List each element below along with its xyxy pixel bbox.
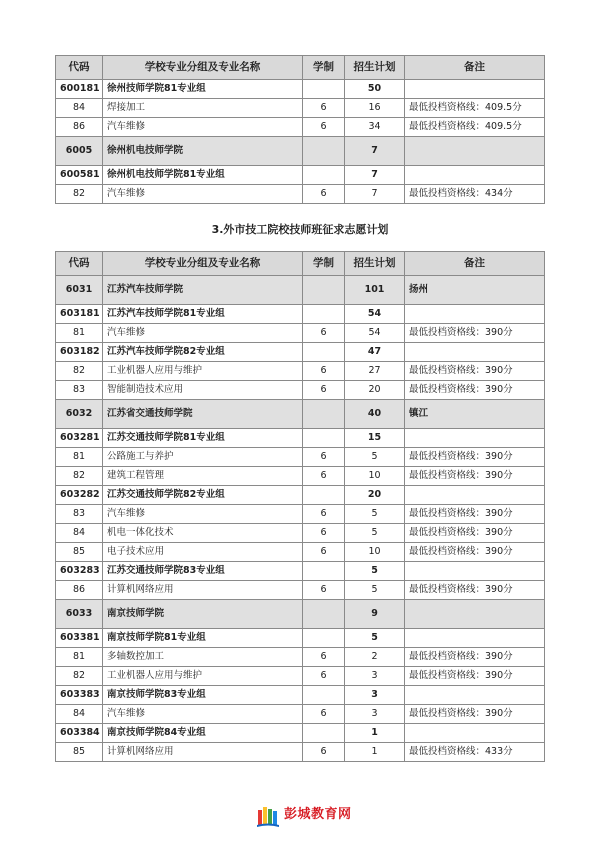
cell-note: 最低投档资格线：390分 bbox=[405, 467, 545, 486]
cell-note bbox=[405, 629, 545, 648]
school-row bbox=[56, 400, 545, 429]
cell-note bbox=[405, 686, 545, 705]
major-row bbox=[56, 467, 545, 486]
cell-note: 最低投档资格线：390分 bbox=[405, 667, 545, 686]
cell-note: 镇江 bbox=[405, 400, 545, 429]
cell-years: 6 bbox=[303, 467, 345, 486]
cell-name: 江苏交通技师学院83专业组 bbox=[103, 562, 303, 581]
group-row bbox=[56, 686, 545, 705]
cell-name: 南京技师学院83专业组 bbox=[103, 686, 303, 705]
cell-years bbox=[303, 600, 345, 629]
cell-years: 6 bbox=[303, 743, 345, 762]
group-row bbox=[56, 343, 545, 362]
cell-name: 多轴数控加工 bbox=[103, 648, 303, 667]
cell-note bbox=[405, 80, 545, 99]
cell-name: 汽车维修 bbox=[103, 185, 303, 204]
group-row bbox=[56, 80, 545, 99]
cell-code: 83 bbox=[56, 505, 103, 524]
major-row bbox=[56, 505, 545, 524]
cell-years: 6 bbox=[303, 324, 345, 343]
major-row bbox=[56, 448, 545, 467]
cell-years bbox=[303, 724, 345, 743]
cell-code: 603381 bbox=[56, 629, 103, 648]
cell-note: 最低投档资格线：390分 bbox=[405, 648, 545, 667]
header-plan: 招生计划 bbox=[345, 252, 405, 276]
cell-years: 6 bbox=[303, 667, 345, 686]
cell-plan: 5 bbox=[345, 629, 405, 648]
major-row bbox=[56, 581, 545, 600]
cell-name: 计算机网络应用 bbox=[103, 743, 303, 762]
cell-code: 81 bbox=[56, 648, 103, 667]
cell-plan: 5 bbox=[345, 581, 405, 600]
cell-code: 85 bbox=[56, 543, 103, 562]
cell-name: 江苏汽车技师学院81专业组 bbox=[103, 305, 303, 324]
cell-plan: 54 bbox=[345, 324, 405, 343]
logo-text: 彭城教育网 bbox=[284, 807, 352, 822]
cell-plan: 10 bbox=[345, 467, 405, 486]
cell-note: 最低投档资格线：390分 bbox=[405, 581, 545, 600]
major-row bbox=[56, 743, 545, 762]
cell-plan: 15 bbox=[345, 429, 405, 448]
cell-code: 600581 bbox=[56, 166, 103, 185]
cell-years: 6 bbox=[303, 524, 345, 543]
cell-name: 南京技师学院81专业组 bbox=[103, 629, 303, 648]
header-name: 学校专业分组及专业名称 bbox=[103, 56, 303, 80]
major-row bbox=[56, 648, 545, 667]
cell-plan: 3 bbox=[345, 667, 405, 686]
cell-note: 最低投档资格线：409.5分 bbox=[405, 99, 545, 118]
cell-plan: 47 bbox=[345, 343, 405, 362]
cell-note bbox=[405, 137, 545, 166]
cell-years: 6 bbox=[303, 448, 345, 467]
cell-plan: 5 bbox=[345, 524, 405, 543]
cell-plan: 2 bbox=[345, 648, 405, 667]
cell-note: 最低投档资格线：433分 bbox=[405, 743, 545, 762]
header-code: 代码 bbox=[56, 252, 103, 276]
header-note: 备注 bbox=[405, 252, 545, 276]
cell-note: 最低投档资格线：434分 bbox=[405, 185, 545, 204]
major-row bbox=[56, 381, 545, 400]
cell-years: 6 bbox=[303, 705, 345, 724]
cell-note: 最低投档资格线：390分 bbox=[405, 505, 545, 524]
cell-code: 603383 bbox=[56, 686, 103, 705]
cell-plan: 1 bbox=[345, 743, 405, 762]
cell-code: 600181 bbox=[56, 80, 103, 99]
cell-plan: 7 bbox=[345, 137, 405, 166]
major-row bbox=[56, 324, 545, 343]
cell-name: 建筑工程管理 bbox=[103, 467, 303, 486]
header-years: 学制 bbox=[303, 56, 345, 80]
header-years: 学制 bbox=[303, 252, 345, 276]
enrollment-table-2 bbox=[55, 251, 545, 762]
cell-plan: 7 bbox=[345, 185, 405, 204]
cell-name: 徐州机电技师学院81专业组 bbox=[103, 166, 303, 185]
major-row bbox=[56, 99, 545, 118]
cell-note bbox=[405, 562, 545, 581]
cell-years: 6 bbox=[303, 543, 345, 562]
cell-plan: 5 bbox=[345, 562, 405, 581]
cell-name: 江苏汽车技师学院82专业组 bbox=[103, 343, 303, 362]
school-row bbox=[56, 600, 545, 629]
cell-note bbox=[405, 429, 545, 448]
cell-note: 扬州 bbox=[405, 276, 545, 305]
cell-note: 最低投档资格线：390分 bbox=[405, 448, 545, 467]
cell-name: 江苏交通技师学院81专业组 bbox=[103, 429, 303, 448]
cell-name: 江苏省交通技师学院 bbox=[103, 400, 303, 429]
header-plan: 招生计划 bbox=[345, 56, 405, 80]
cell-years bbox=[303, 400, 345, 429]
cell-name: 焊接加工 bbox=[103, 99, 303, 118]
cell-code: 6031 bbox=[56, 276, 103, 305]
cell-code: 603384 bbox=[56, 724, 103, 743]
cell-plan: 1 bbox=[345, 724, 405, 743]
cell-plan: 50 bbox=[345, 80, 405, 99]
cell-note: 最低投档资格线：409.5分 bbox=[405, 118, 545, 137]
major-row bbox=[56, 705, 545, 724]
cell-plan: 20 bbox=[345, 486, 405, 505]
cell-name: 汽车维修 bbox=[103, 705, 303, 724]
cell-note: 最低投档资格线：390分 bbox=[405, 543, 545, 562]
cell-name: 汽车维修 bbox=[103, 118, 303, 137]
cell-code: 603283 bbox=[56, 562, 103, 581]
cell-plan: 54 bbox=[345, 305, 405, 324]
cell-note: 最低投档资格线：390分 bbox=[405, 705, 545, 724]
cell-name: 汽车维修 bbox=[103, 505, 303, 524]
cell-note bbox=[405, 305, 545, 324]
cell-code: 6005 bbox=[56, 137, 103, 166]
enrollment-table-1 bbox=[55, 55, 545, 204]
group-row bbox=[56, 724, 545, 743]
cell-name: 工业机器人应用与维护 bbox=[103, 667, 303, 686]
cell-code: 82 bbox=[56, 667, 103, 686]
cell-note bbox=[405, 343, 545, 362]
school-row bbox=[56, 276, 545, 305]
school-row bbox=[56, 137, 545, 166]
cell-years: 6 bbox=[303, 362, 345, 381]
group-row bbox=[56, 629, 545, 648]
cell-code: 83 bbox=[56, 381, 103, 400]
major-row bbox=[56, 543, 545, 562]
cell-code: 84 bbox=[56, 99, 103, 118]
cell-years: 6 bbox=[303, 581, 345, 600]
cell-code: 82 bbox=[56, 185, 103, 204]
cell-note: 最低投档资格线：390分 bbox=[405, 381, 545, 400]
cell-years bbox=[303, 486, 345, 505]
major-row bbox=[56, 185, 545, 204]
cell-plan: 101 bbox=[345, 276, 405, 305]
cell-years bbox=[303, 305, 345, 324]
cell-years: 6 bbox=[303, 505, 345, 524]
cell-plan: 3 bbox=[345, 686, 405, 705]
cell-plan: 20 bbox=[345, 381, 405, 400]
cell-years bbox=[303, 686, 345, 705]
cell-years: 6 bbox=[303, 185, 345, 204]
cell-code: 603282 bbox=[56, 486, 103, 505]
group-row bbox=[56, 429, 545, 448]
cell-name: 江苏汽车技师学院 bbox=[103, 276, 303, 305]
header-code: 代码 bbox=[56, 56, 103, 80]
cell-name: 南京技师学院 bbox=[103, 600, 303, 629]
cell-plan: 9 bbox=[345, 600, 405, 629]
cell-years: 6 bbox=[303, 118, 345, 137]
cell-plan: 5 bbox=[345, 505, 405, 524]
group-row bbox=[56, 562, 545, 581]
cell-code: 86 bbox=[56, 118, 103, 137]
cell-years bbox=[303, 276, 345, 305]
cell-code: 85 bbox=[56, 743, 103, 762]
group-row bbox=[56, 305, 545, 324]
cell-plan: 16 bbox=[345, 99, 405, 118]
cell-note bbox=[405, 600, 545, 629]
cell-code: 81 bbox=[56, 448, 103, 467]
cell-note bbox=[405, 166, 545, 185]
cell-code: 86 bbox=[56, 581, 103, 600]
major-row bbox=[56, 667, 545, 686]
cell-name: 计算机网络应用 bbox=[103, 581, 303, 600]
cell-name: 机电一体化技术 bbox=[103, 524, 303, 543]
cell-note: 最低投档资格线：390分 bbox=[405, 324, 545, 343]
books-icon bbox=[256, 804, 280, 828]
cell-years bbox=[303, 80, 345, 99]
header-note: 备注 bbox=[405, 56, 545, 80]
cell-code: 81 bbox=[56, 324, 103, 343]
cell-name: 汽车维修 bbox=[103, 324, 303, 343]
cell-plan: 34 bbox=[345, 118, 405, 137]
cell-years bbox=[303, 629, 345, 648]
cell-name: 徐州技师学院81专业组 bbox=[103, 80, 303, 99]
header-name: 学校专业分组及专业名称 bbox=[103, 252, 303, 276]
cell-code: 6033 bbox=[56, 600, 103, 629]
cell-code: 6032 bbox=[56, 400, 103, 429]
cell-code: 82 bbox=[56, 467, 103, 486]
cell-name: 电子技术应用 bbox=[103, 543, 303, 562]
table-header-row bbox=[56, 252, 545, 276]
group-row bbox=[56, 166, 545, 185]
cell-name: 南京技师学院84专业组 bbox=[103, 724, 303, 743]
cell-years: 6 bbox=[303, 99, 345, 118]
cell-code: 603181 bbox=[56, 305, 103, 324]
cell-code: 82 bbox=[56, 362, 103, 381]
major-row bbox=[56, 118, 545, 137]
cell-plan: 5 bbox=[345, 448, 405, 467]
table-header-row bbox=[56, 56, 545, 80]
cell-note: 最低投档资格线：390分 bbox=[405, 362, 545, 381]
cell-plan: 7 bbox=[345, 166, 405, 185]
cell-note bbox=[405, 486, 545, 505]
cell-years bbox=[303, 137, 345, 166]
major-row bbox=[56, 362, 545, 381]
cell-plan: 10 bbox=[345, 543, 405, 562]
cell-years: 6 bbox=[303, 648, 345, 667]
cell-plan: 27 bbox=[345, 362, 405, 381]
cell-code: 84 bbox=[56, 705, 103, 724]
cell-years bbox=[303, 429, 345, 448]
cell-name: 徐州机电技师学院 bbox=[103, 137, 303, 166]
group-row bbox=[56, 486, 545, 505]
cell-code: 603182 bbox=[56, 343, 103, 362]
cell-code: 603281 bbox=[56, 429, 103, 448]
cell-name: 智能制造技术应用 bbox=[103, 381, 303, 400]
cell-years bbox=[303, 343, 345, 362]
cell-code: 84 bbox=[56, 524, 103, 543]
section-heading: 3.外市技工院校技师班征求志愿计划 bbox=[211, 223, 389, 236]
cell-note bbox=[405, 724, 545, 743]
cell-years bbox=[303, 166, 345, 185]
cell-years bbox=[303, 562, 345, 581]
cell-years: 6 bbox=[303, 381, 345, 400]
site-logo bbox=[256, 801, 366, 831]
major-row bbox=[56, 524, 545, 543]
cell-name: 江苏交通技师学院82专业组 bbox=[103, 486, 303, 505]
cell-note: 最低投档资格线：390分 bbox=[405, 524, 545, 543]
cell-plan: 40 bbox=[345, 400, 405, 429]
cell-name: 工业机器人应用与维护 bbox=[103, 362, 303, 381]
cell-plan: 3 bbox=[345, 705, 405, 724]
cell-name: 公路施工与养护 bbox=[103, 448, 303, 467]
